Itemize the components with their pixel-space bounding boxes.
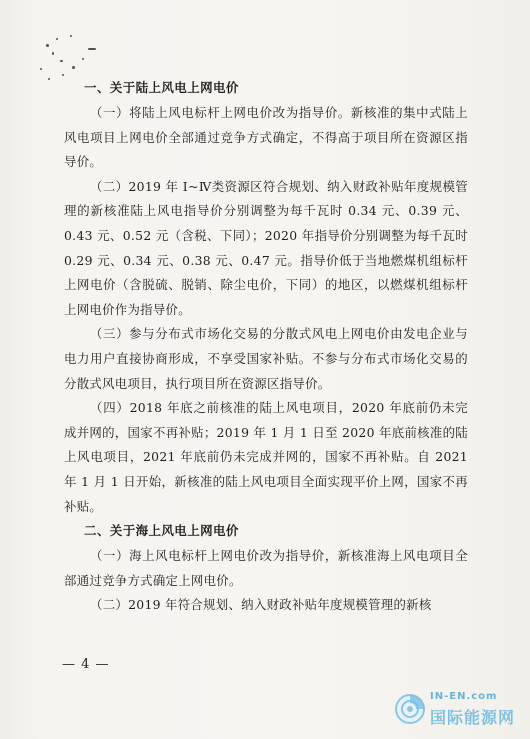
scan-speckle — [56, 38, 58, 40]
globe-icon — [394, 693, 426, 725]
scan-speckle — [52, 52, 54, 55]
watermark-top-text: IN-EN.com — [430, 691, 498, 702]
section-heading-offshore: 二、关于海上风电上网电价 — [84, 523, 239, 539]
scan-speckle — [82, 58, 84, 60]
paragraph: （一）将陆上风电标杆上网电价改为指导价。新核准的集中式陆上风电项目上网电价全部通过竞争方式确定，不得高于项目所在资源区指导价。 — [64, 105, 468, 170]
scan-speckle — [88, 48, 96, 50]
scan-speckle — [72, 66, 75, 69]
paragraph: （三）参与分布式市场化交易的分散式风电上网电价由发电企业与电力用户直接协商形成，不享受国家补贴。不参与分布式市场化交易的分散式风电项目，执行项目所在资源区指导价。 — [64, 326, 468, 391]
paragraph: （二）2019 年符合规划、纳入财政补贴年度规模管理的新核 — [90, 597, 432, 613]
watermark-logo — [394, 689, 522, 731]
scan-speckle — [70, 35, 72, 37]
page-number: — 4 — — [62, 657, 110, 672]
paragraph: （二）2019 年 Ⅰ~Ⅳ类资源区符合规划、纳入财政补贴年度规模管理的新核准陆上风电指导价分别调整为每千瓦时 0.34 元、0.39 元、0.43 元、0.52 元（含税、下同）；2020 年指导价分别调整为每千瓦时 0.29 元、0.34 元、0.38 元、0.47 元。指导价低于当地燃煤机组标杆上网电价（含脱硫、脱销、除尘电价，下同）的地区，以燃煤机组标杆上网电价作为指导价。 — [64, 178, 468, 317]
scan-speckle — [60, 60, 63, 62]
section-heading-onshore: 一、关于陆上风电上网电价 — [84, 80, 239, 95]
scan-speckle — [62, 74, 64, 76]
watermark-bottom-text: 国际能源网 — [430, 708, 516, 727]
document-body — [64, 78, 468, 618]
scan-speckle — [46, 44, 49, 47]
paragraph: （四）2018 年底之前核准的陆上风电项目，2020 年底前仍未完成并网的，国家不再补贴；2019 年 1 月 1 日至 2020 年底前核准的陆上风电项目，2021 年底前仍未完成并网的，国家不再补贴。自 2021 年 1 月 1 日开始，新核准的陆上风电项目全面实现平价上网，国家不再补贴。 — [64, 400, 468, 514]
paragraph: （一）海上风电标杆上网电价改为指导价，新核准海上风电项目全部通过竞争方式确定上网电价。 — [64, 548, 468, 588]
scan-speckle — [40, 68, 42, 70]
scan-speckle — [48, 78, 50, 80]
